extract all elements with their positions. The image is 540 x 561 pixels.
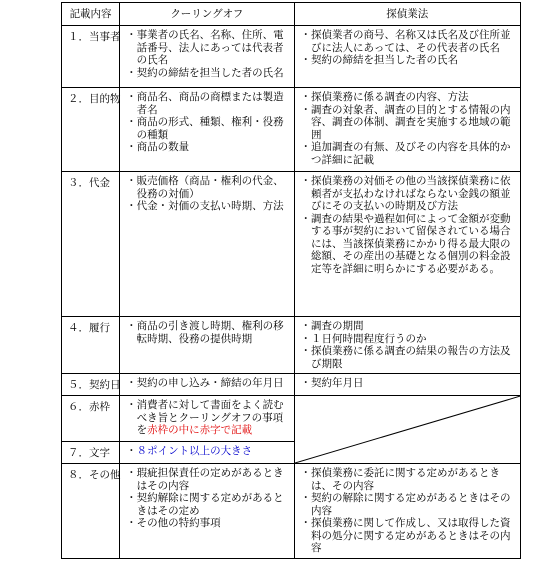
- item-text: 契約の締結を担当した者の氏名: [136, 66, 284, 79]
- row-red-frame: [62, 396, 521, 442]
- row-category: ８．その他: [62, 464, 120, 559]
- list-item: [126, 445, 289, 458]
- item-text: 探偵業者の商号、名称又は氏名及び住所並びに法人にあっては、その代表者の氏名: [311, 29, 511, 54]
- list-item: [301, 175, 517, 213]
- detective-law-cell: [294, 26, 521, 88]
- item-text-red: 赤枠の中に赤字で記載: [147, 424, 253, 436]
- bullet: ・: [126, 91, 137, 103]
- item-text: 契約の締結を担当した者の氏名: [311, 54, 458, 66]
- cooling-off-cell: [120, 88, 294, 172]
- list-item: [126, 175, 289, 200]
- item-text: 探偵業務に係る調査の結果の報告の方法及び期限: [311, 345, 511, 370]
- item-text: 探偵業務に関して作成し、又は取得した資料の処分に関する定めがあるときはその内容: [311, 517, 511, 554]
- item-text: 代金・対価の支払い時期、方法: [136, 200, 284, 212]
- list-item: [301, 54, 517, 67]
- cooling-off-cell: [120, 374, 294, 396]
- item-text-pre: 消費者に対して書面をよく読むべき旨とクーリングオフの事項を: [136, 399, 284, 436]
- item-text: 商品の形式、種類、権利・役務の種類: [136, 116, 284, 141]
- list-item: [301, 492, 517, 517]
- bullet: ・: [126, 445, 137, 457]
- list-item: [126, 116, 289, 141]
- row-category: ６．赤枠: [62, 396, 120, 442]
- row-other: [62, 464, 521, 559]
- detective-law-cell: [294, 317, 521, 374]
- item-text-blue: ８ポイント以上の大きさ: [136, 445, 253, 457]
- item-text: 調査の結果や過程如何によって金額が変動する事が契約において留保されている場合には、当該探偵業務にかかり得る最大限の総額、その産出の基礎となる個別の料金設定等を詳細に明らかにする必要がある。: [311, 212, 511, 275]
- detective-law-cell: [294, 88, 521, 172]
- item-text: 商品名、商品の商標または製造者名: [136, 91, 284, 116]
- bullet: ・: [126, 175, 137, 187]
- item-text: 追加調査の有無、及びその内容を具体的かつ詳細に記載: [311, 141, 511, 166]
- item-text: 商品の数量: [136, 141, 190, 153]
- bullet: ・: [300, 492, 311, 504]
- bullet: ・: [126, 377, 137, 389]
- detective-law-cell: [294, 464, 521, 559]
- list-item: [126, 67, 289, 80]
- bullet: ・: [126, 320, 137, 332]
- item-text: 販売価格（商品・権利の代金、役務の対価）: [136, 175, 284, 200]
- list-item: [301, 467, 517, 492]
- empty-diagonal-cell: [294, 396, 521, 464]
- item-text: 契約の申し込み・締結の年月日: [136, 377, 284, 389]
- list-item: [126, 29, 289, 67]
- bullet: ・: [126, 200, 137, 212]
- list-item: [126, 320, 289, 345]
- row-category: ４．履行: [62, 317, 120, 374]
- header-row: [62, 3, 521, 26]
- item-text: その他の特約事項: [136, 517, 221, 529]
- list-item: [126, 517, 289, 530]
- item-text: 調査の対象者、調査の目的とする情報の内容、調査の体制、調査を実施する地域の範囲: [311, 103, 511, 141]
- item-text: 瑕疵担保責任の定めがあるときはその内容: [136, 467, 284, 492]
- header-contents: 記載内容: [62, 3, 120, 26]
- item-text: 事業者の氏名、名称、住所、電話番号、法人にあっては代表者の氏名: [136, 29, 284, 66]
- bullet: ・: [126, 66, 137, 79]
- item-text: 商品の引き渡し時期、権利の移転時期、役務の提供時期: [136, 320, 284, 345]
- cooling-off-cell: [120, 317, 294, 374]
- item-text: 探偵業務の対価その他の当該探偵業務に依頼者が支払わなければならない金銭の額並びにその支払いの時期及び方法: [311, 175, 511, 212]
- bullet: ・: [126, 116, 137, 128]
- bullet: ・: [126, 517, 137, 529]
- list-item: [301, 320, 517, 333]
- cooling-off-cell: [120, 442, 294, 464]
- bullet: ・: [300, 345, 311, 357]
- list-item: [126, 492, 289, 517]
- bullet: ・: [300, 212, 311, 225]
- bullet: ・: [300, 141, 311, 153]
- list-item: [126, 377, 289, 390]
- item-text: 契約解除に関する定めがあるときはその定め: [136, 492, 284, 517]
- row-category: ３．代金: [62, 172, 120, 317]
- bullet: ・: [300, 103, 311, 116]
- list-item: [301, 29, 517, 54]
- row-price: [62, 172, 521, 317]
- diagonal-line: [295, 396, 521, 463]
- detective-law-cell: [294, 172, 521, 317]
- row-contract-date: [62, 374, 521, 396]
- item-text: 探偵業務に委託に関する定めがあるときは、その内容: [311, 467, 500, 492]
- bullet: ・: [300, 332, 311, 345]
- item-text: 契約年月日: [311, 377, 364, 389]
- cooling-off-cell: [120, 172, 294, 317]
- bullet: ・: [300, 320, 311, 332]
- list-item: [301, 377, 517, 390]
- item-text: 探偵業務に係る調査の内容、方法: [311, 91, 469, 103]
- bullet: ・: [300, 517, 311, 529]
- item-text: 調査の期間: [311, 320, 364, 332]
- bullet: ・: [126, 467, 137, 479]
- header-cooling-off: クーリングオフ: [120, 3, 294, 26]
- bullet: ・: [126, 492, 137, 504]
- bullet: ・: [300, 467, 311, 479]
- row-parties: [62, 26, 521, 88]
- list-item: [301, 517, 517, 555]
- row-category: ７．文字: [62, 442, 120, 464]
- bullet: ・: [126, 399, 137, 411]
- list-item: [301, 141, 517, 166]
- row-performance: [62, 317, 521, 374]
- list-item: [126, 91, 289, 116]
- cooling-off-cell: [120, 464, 294, 559]
- row-object: [62, 88, 521, 172]
- detective-law-cell: [294, 374, 521, 396]
- row-category: ２．目的物: [62, 88, 120, 172]
- list-item: [301, 91, 517, 104]
- bullet: ・: [300, 54, 311, 66]
- list-item: [126, 399, 289, 437]
- header-detective-law: 探偵業法: [294, 3, 521, 26]
- comparison-table: [61, 2, 521, 559]
- item-text: １日何時間程度行うのか: [311, 332, 427, 345]
- list-item: [301, 345, 517, 370]
- list-item: [126, 200, 289, 213]
- list-item: [301, 213, 517, 276]
- bullet: ・: [300, 377, 311, 389]
- row-category: ５．契約日: [62, 374, 120, 396]
- item-text: [137, 399, 290, 437]
- cooling-off-cell: [120, 396, 294, 442]
- item-text: 契約の解除に関する定めがあるときはその内容: [311, 492, 511, 517]
- row-category: １．当事者: [62, 26, 120, 88]
- list-item: [301, 333, 517, 346]
- bullet: ・: [300, 29, 311, 41]
- bullet: ・: [126, 141, 137, 153]
- bullet: ・: [300, 91, 311, 103]
- list-item: [126, 467, 289, 492]
- cooling-off-cell: [120, 26, 294, 88]
- bullet: ・: [126, 29, 137, 41]
- bullet: ・: [300, 175, 311, 187]
- list-item: [126, 141, 289, 154]
- list-item: [301, 104, 517, 142]
